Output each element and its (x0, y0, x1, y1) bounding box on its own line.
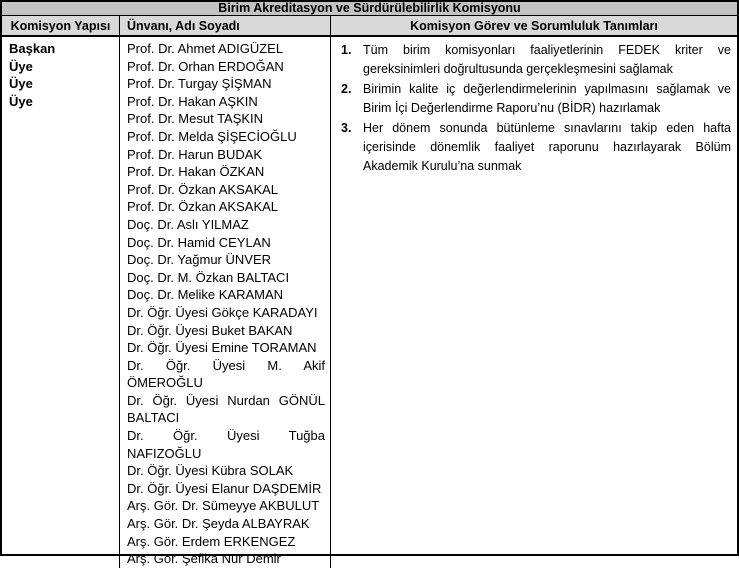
member-name: Dr. Öğr. Üyesi Nurdan GÖNÜL BALTACI (127, 392, 325, 426)
role-label: Başkan (9, 41, 56, 56)
duty-item: Birimin kalite iç değerlendirmelerinin yapılmasını sağlamak ve Birim İçi Değerlendirme Raporu’nu (BİDR) hazırlamak (363, 81, 731, 116)
member-name: Prof. Dr. Melda ŞİŞECİOĞLU (127, 128, 297, 144)
role-label: Üye (9, 76, 33, 92)
member-name: Doç. Dr. M. Özkan BALTACI (127, 269, 290, 285)
duties-list (331, 41, 731, 177)
member-name: Dr. Öğr. Üyesi Elanur DAŞDEMİR (127, 480, 322, 496)
duties-cell (331, 37, 737, 568)
table-body-row (2, 37, 737, 568)
member-name: Prof. Dr. Özkan AKSAKAL (127, 199, 279, 215)
role-label: Üye (9, 58, 33, 74)
member-name: Prof. Dr. Orhan ERDOĞAN (127, 58, 284, 74)
duty-item: Tüm birim komisyonları faaliyetlerinin FEDEK kriter ve gereksinimleri doğrultusunda gerçekleşmesini sağlamak (363, 43, 731, 77)
member-name: Prof. Dr. Hakan ÖZKAN (127, 164, 265, 180)
member-name: Doç. Dr. Melike KARAMAN (127, 287, 284, 303)
column-header-members: Ünvanı, Adı Soyadı (120, 16, 331, 35)
table-title: Birim Akreditasyon ve Sürdürülebilirlik Komisyonu (2, 2, 737, 16)
member-name: Arş. Gör. Dr. Şeyda ALBAYRAK (127, 516, 310, 532)
member-name: Arş. Gör. Dr. Sümeyye AKBULUT (127, 498, 320, 514)
member-name: Prof. Dr. Turgay ŞİŞMAN (127, 76, 272, 92)
member-name: Prof. Dr. Mesut TAŞKIN (127, 111, 264, 127)
table-header-row (2, 16, 737, 37)
member-name: Doç. Dr. Hamid CEYLAN (127, 234, 271, 250)
member-name: Dr. Öğr. Üyesi Emine TORAMAN (127, 340, 317, 356)
member-name: Dr. Öğr. Üyesi Tuğba NAFIZOĞLU (127, 428, 325, 461)
column-header-duties: Komisyon Görev ve Sorumluluk Tanımları (410, 18, 658, 33)
member-name: Arş. Gör. Erdem ERKENGEZ (127, 533, 296, 549)
member-name: Dr. Öğr. Üyesi Buket BAKAN (127, 322, 293, 338)
members-cell (120, 37, 331, 568)
column-header-structure: Komisyon Yapısı (2, 16, 120, 35)
member-name: Dr. Öğr. Üyesi Gökçe KARADAYI (127, 304, 318, 320)
member-name: Doç. Dr. Yağmur ÜNVER (127, 252, 272, 268)
member-name: Prof. Dr. Hakan AŞKIN (127, 93, 258, 109)
member-name: Doç. Dr. Aslı YILMAZ (127, 216, 249, 232)
member-name: Arş. Gör. Şefika Nur Demir (127, 551, 281, 567)
role-label: Üye (9, 93, 33, 109)
member-name: Prof. Dr. Harun BUDAK (127, 146, 263, 162)
duty-item: Her dönem sonunda bütünleme sınavlarını takip eden hafta içerisinde dönemlik faaliyet raporunu hazırlayarak Bölüm Akademik Kurulu’na sunmak (363, 120, 731, 174)
member-name: Prof. Dr. Özkan AKSAKAL (127, 181, 279, 197)
commission-structure-cell (2, 37, 120, 568)
member-name: Prof. Dr. Ahmet ADIGÜZEL (127, 41, 284, 56)
member-name: Dr. Öğr. Üyesi Kübra SOLAK (127, 463, 294, 479)
member-name: Dr. Öğr. Üyesi M. Akif ÖMEROĞLU (127, 357, 325, 391)
